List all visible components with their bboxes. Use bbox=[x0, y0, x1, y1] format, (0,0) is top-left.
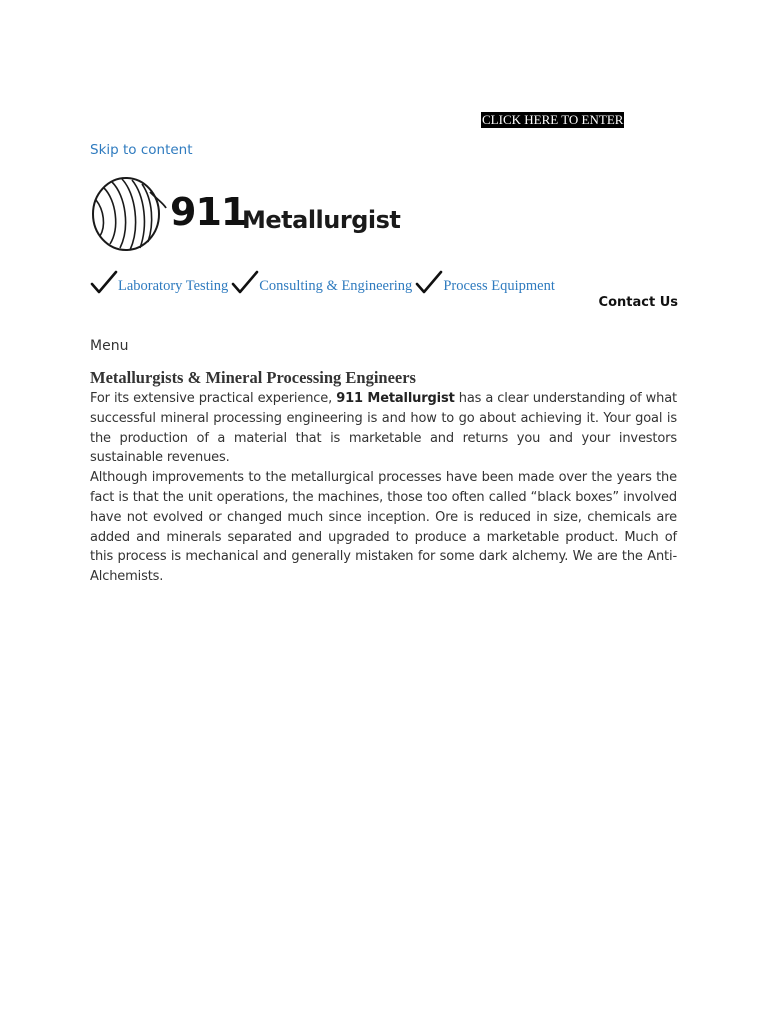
skip-to-content-link[interactable]: Skip to content bbox=[90, 142, 193, 158]
paragraph-improvements: Although improvements to the metallurgical processes have been made over the years the fact is that the unit operations, the machines, those too often called “black boxes” involved have not evolved or changed much since inception. Ore is reduced in size, chemicals are added and minerals separated and upgraded to produce a marketable product. Much of this process is mechanical and generally mistaken for some dark alchemy. We are the Anti-Alchemists. bbox=[90, 470, 677, 585]
nav-item-label: Laboratory Testing bbox=[118, 278, 229, 294]
page-title: Metallurgists & Mineral Processing Engineers bbox=[90, 368, 416, 387]
contact-us-link[interactable]: Contact Us bbox=[598, 295, 678, 310]
nav-item-process-equipment[interactable] bbox=[415, 270, 555, 296]
article-body bbox=[90, 389, 677, 587]
checkmark-icon bbox=[90, 270, 118, 296]
intro-text: For its extensive practical experience, bbox=[90, 391, 337, 406]
intro-text-rest: has a clear understanding of what successful mineral processing engineering is and how to go about achieving it. Your goal is the production of a material that is marketable and returns you and your investors sustainable revenues. bbox=[90, 391, 678, 466]
globe-icon bbox=[90, 174, 168, 254]
enter-button[interactable]: CLICK HERE TO ENTER bbox=[482, 112, 624, 127]
nav-item-laboratory-testing[interactable] bbox=[90, 270, 228, 296]
nav-item-label: Consulting & Engineering bbox=[259, 278, 413, 294]
site-logo[interactable] bbox=[90, 174, 410, 256]
logo-name: Metallurgist bbox=[242, 206, 401, 234]
logo-number: 911 bbox=[170, 190, 247, 234]
brand-name: 911 Metallurgist bbox=[336, 391, 455, 406]
checkmark-icon bbox=[415, 270, 443, 296]
nav-item-label: Process Equipment bbox=[443, 278, 555, 294]
menu-toggle[interactable]: Menu bbox=[90, 338, 129, 354]
services-nav bbox=[90, 266, 558, 296]
checkmark-icon bbox=[231, 270, 259, 296]
paragraph-intro bbox=[90, 389, 677, 468]
nav-item-consulting-engineering[interactable] bbox=[231, 270, 412, 296]
